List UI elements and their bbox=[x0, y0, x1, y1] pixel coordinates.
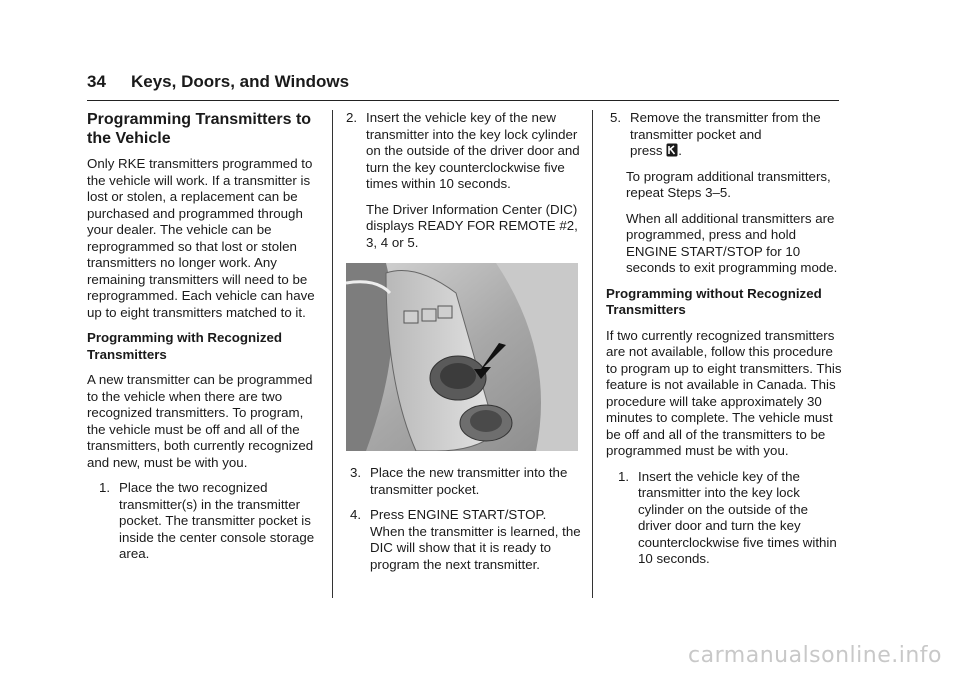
page-header bbox=[87, 70, 839, 101]
step-1b bbox=[606, 469, 842, 568]
step-4 bbox=[346, 507, 582, 573]
column-divider bbox=[332, 110, 333, 598]
step-text: Insert the vehicle key of the new transmitter into the key lock cylinder on the outside of the driver door and turn the key counterclockwise five times within 10 seconds. bbox=[366, 110, 580, 191]
step-number: 5. bbox=[610, 110, 622, 125]
page-number: 34 bbox=[87, 72, 106, 91]
step-number: 3. bbox=[350, 465, 362, 480]
column-3 bbox=[606, 110, 842, 577]
section-title: Keys, Doors, and Windows bbox=[131, 72, 350, 91]
subheading-without-recognized: Programming without Recognized Transmitters bbox=[606, 285, 822, 317]
step-text bbox=[626, 110, 842, 160]
step-2 bbox=[346, 110, 582, 193]
column-1 bbox=[87, 110, 323, 572]
step-text-part: press bbox=[630, 143, 663, 158]
step-text: Press ENGINE START/STOP. When the transmitter is learned, the DIC will show that it is ready to program the next transmitter. bbox=[370, 507, 581, 572]
column-2 bbox=[346, 110, 582, 582]
recognized-paragraph: A new transmitter can be programmed to the vehicle when there are two recognized transmitters. To program, the vehicle must be off and all of the transmitters, both currently recognized and new, must be with you. bbox=[87, 372, 314, 470]
subheading-recognized: Programming with Recognized Transmitters bbox=[87, 330, 283, 362]
watermark: carmanualsonline.info bbox=[688, 643, 942, 668]
step-text-part: Remove the transmitter from the transmitter pocket and bbox=[630, 110, 821, 142]
column-divider bbox=[592, 110, 593, 598]
step-number: 1. bbox=[99, 480, 111, 495]
step-number: 1. bbox=[618, 468, 630, 484]
step-5-note-2: When all additional transmitters are programmed, press and hold ENGINE START/STOP for 10 seconds to exit programming mode. bbox=[626, 210, 838, 275]
key-fob-unlock-icon bbox=[666, 143, 678, 157]
intro-paragraph: Only RKE transmitters programmed to the vehicle will work. If a transmitter is lost or stolen, a replacement can be purchased and programmed through your dealer. The vehicle can be reprogrammed so that lost or stolen transmitters no longer work. Any remaining transmitters will need to be reprogrammed. Each vehicle can have up to eight transmitters matched to it. bbox=[87, 156, 315, 320]
step-text: Insert the vehicle key of the transmitter into the key lock cylinder on the outside of the driver door and turn the key counterclockwise five times within 10 seconds. bbox=[638, 468, 837, 566]
step-text: Place the new transmitter into the transmitter pocket. bbox=[370, 465, 568, 497]
center-console-photo bbox=[346, 263, 578, 451]
section-heading: Programming Transmitters to the Vehicle bbox=[87, 111, 312, 147]
step-number: 4. bbox=[350, 507, 362, 522]
step-text: Place the two recognized transmitter(s) in the transmitter pocket. The transmitter pocket is inside the center console storage area. bbox=[119, 480, 315, 561]
step-5 bbox=[606, 110, 842, 160]
without-recognized-paragraph: If two currently recognized transmitters are not available, follow this procedure to program up to eight transmitters. This feature is not available in Canada. This procedure will take approximately 30 minutes to complete. The vehicle must be off and all of the transmitters to be programmed must be with you. bbox=[606, 327, 842, 458]
step-text-part: . bbox=[678, 143, 682, 158]
step-3 bbox=[346, 465, 582, 498]
step-2-note: The Driver Information Center (DIC) displays READY FOR REMOTE #2, 3, 4 or 5. bbox=[366, 201, 578, 250]
step-1 bbox=[87, 480, 323, 563]
step-5-note-1: To program additional transmitters, repeat Steps 3–5. bbox=[626, 168, 831, 200]
step-number: 2. bbox=[346, 110, 358, 125]
